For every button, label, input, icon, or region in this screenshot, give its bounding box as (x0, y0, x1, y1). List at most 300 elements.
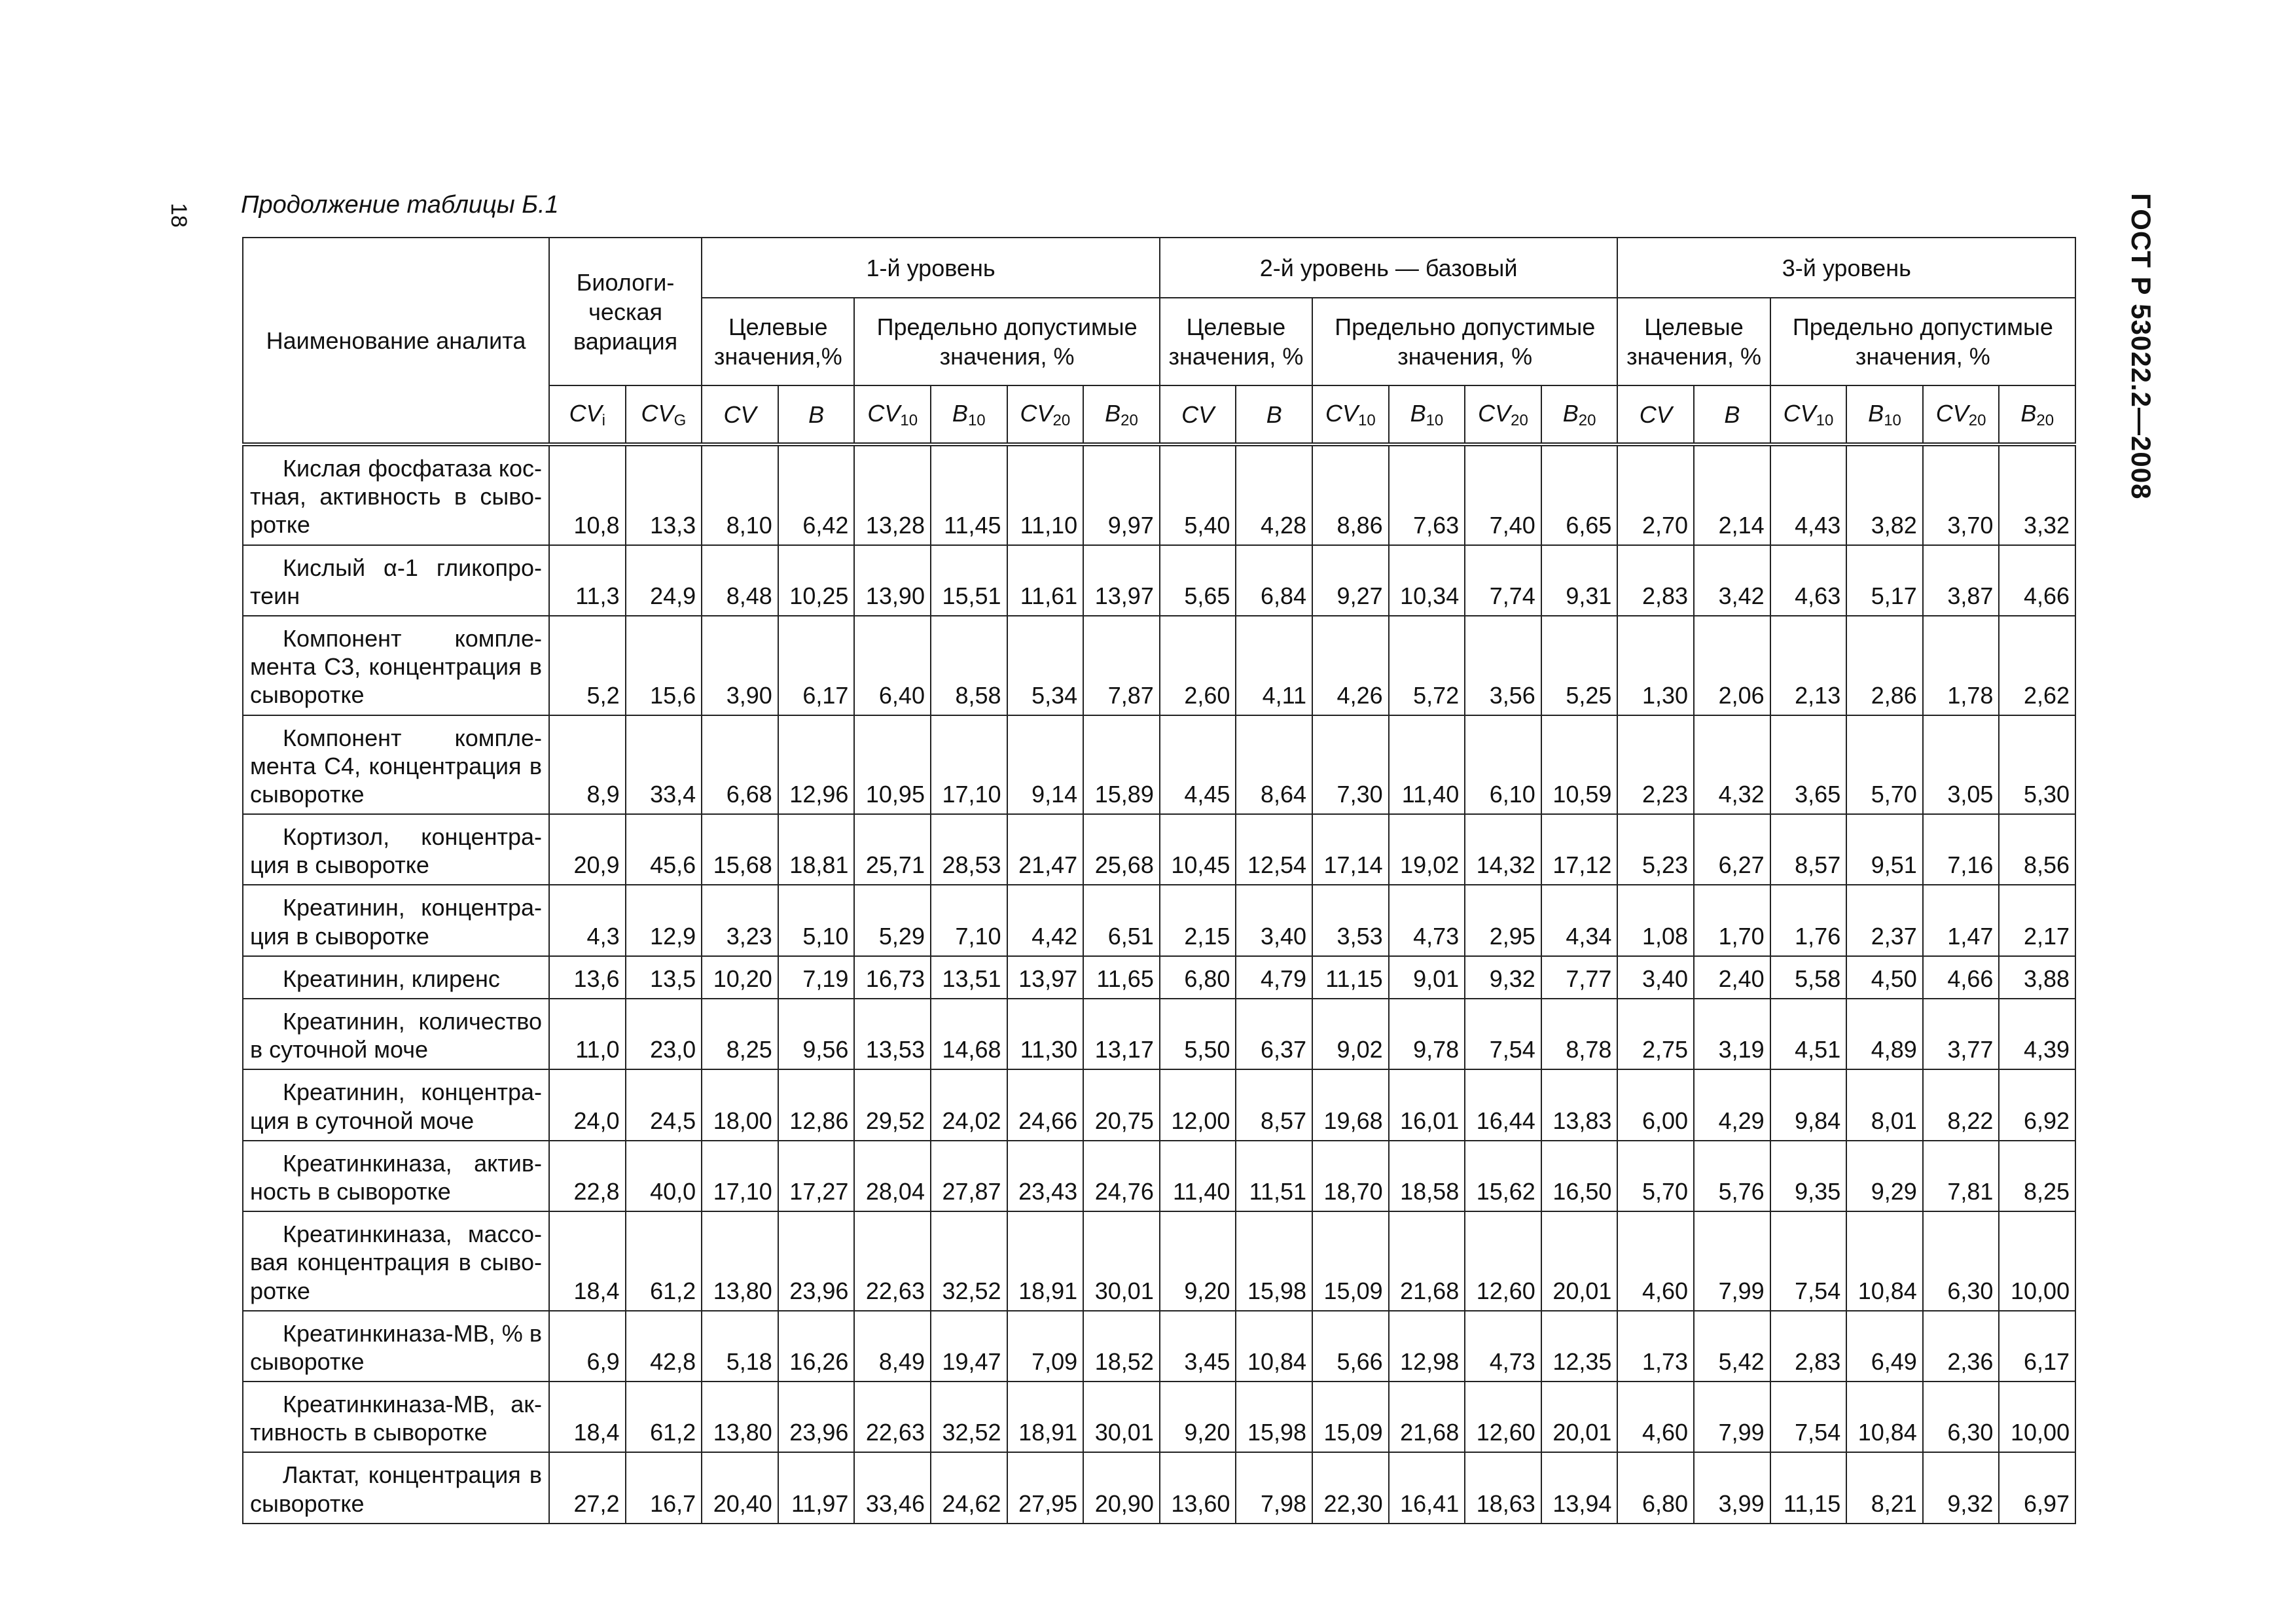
analyte-name: Креатинин, концентра-ция в сыворотке (243, 885, 549, 955)
header-allowed-1: Предельно допустимые значения, % (854, 298, 1159, 385)
value-cell: 6,80 (1617, 1452, 1694, 1523)
value-cell: 8,64 (1236, 715, 1312, 815)
value-cell: 61,2 (626, 1382, 702, 1452)
value-cell: 5,10 (778, 885, 855, 955)
value-cell: 4,26 (1312, 616, 1389, 715)
value-cell: 8,57 (1236, 1069, 1312, 1140)
value-cell: 5,42 (1694, 1311, 1770, 1382)
value-cell: 8,25 (702, 999, 778, 1069)
value-cell: 9,51 (1846, 814, 1923, 885)
value-cell: 4,32 (1694, 715, 1770, 815)
value-cell: 7,99 (1694, 1211, 1770, 1311)
value-cell: 8,57 (1770, 814, 1847, 885)
value-cell: 5,72 (1389, 616, 1465, 715)
value-cell: 9,78 (1389, 999, 1465, 1069)
value-cell: 6,27 (1694, 814, 1770, 885)
value-cell: 8,21 (1846, 1452, 1923, 1523)
value-cell: 1,76 (1770, 885, 1847, 955)
value-cell: 20,90 (1083, 1452, 1160, 1523)
header-symbol-b: B (1694, 385, 1770, 444)
value-cell: 6,80 (1160, 956, 1236, 999)
value-cell: 6,92 (1999, 1069, 2075, 1140)
value-cell: 11,30 (1007, 999, 1084, 1069)
value-cell: 13,90 (854, 545, 931, 616)
value-cell: 1,30 (1617, 616, 1694, 715)
value-cell: 11,40 (1160, 1141, 1236, 1211)
value-cell: 13,80 (702, 1382, 778, 1452)
header-symbol-b10 (1846, 385, 1923, 444)
analyte-name: Лактат, концентрация в сыворотке (243, 1452, 549, 1523)
value-cell: 14,32 (1465, 814, 1541, 885)
value-cell: 3,88 (1999, 956, 2075, 999)
header-level-3: 3-й уровень (1617, 238, 2075, 298)
value-cell: 2,70 (1617, 444, 1694, 545)
value-cell: 5,2 (549, 616, 626, 715)
value-cell: 4,60 (1617, 1211, 1694, 1311)
header-symbol-cv10 (854, 385, 931, 444)
value-cell: 21,47 (1007, 814, 1084, 885)
value-cell: 4,66 (1999, 545, 2075, 616)
symbol-base: CV (1325, 399, 1358, 427)
value-cell: 13,94 (1541, 1452, 1618, 1523)
value-cell: 15,6 (626, 616, 702, 715)
value-cell: 13,83 (1541, 1069, 1618, 1140)
symbol-subscript: 20 (1052, 411, 1071, 429)
symbol-base: CV (641, 399, 674, 427)
header-symbol-cv: CV (1617, 385, 1694, 444)
value-cell: 17,12 (1541, 814, 1618, 885)
symbol-base: B (2020, 399, 2037, 427)
value-cell: 24,9 (626, 545, 702, 616)
symbol-subscript: 20 (1578, 411, 1596, 429)
value-cell: 5,34 (1007, 616, 1084, 715)
value-cell: 9,14 (1007, 715, 1084, 815)
value-cell: 2,62 (1999, 616, 2075, 715)
value-cell: 4,11 (1236, 616, 1312, 715)
value-cell: 18,4 (549, 1211, 626, 1311)
value-cell: 12,86 (778, 1069, 855, 1140)
analyte-name: Креатинкиназа, массо-вая концентрация в сыво-ротке (243, 1211, 549, 1311)
value-cell: 3,99 (1694, 1452, 1770, 1523)
value-cell: 7,87 (1083, 616, 1160, 715)
value-cell: 20,01 (1541, 1382, 1618, 1452)
value-cell: 2,36 (1923, 1311, 2000, 1382)
value-cell: 3,56 (1465, 616, 1541, 715)
value-cell: 10,34 (1389, 545, 1465, 616)
value-cell: 16,41 (1389, 1452, 1465, 1523)
value-cell: 3,32 (1999, 444, 2075, 545)
analyte-name: Креатинкиназа-МВ, ак-тивность в сыворотке (243, 1382, 549, 1452)
header-symbol-cv-g (626, 385, 702, 444)
value-cell: 13,28 (854, 444, 931, 545)
value-cell: 10,20 (702, 956, 778, 999)
symbol-subscript: 20 (1968, 411, 1986, 429)
table-row (243, 616, 2075, 715)
value-cell: 15,51 (931, 545, 1007, 616)
value-cell: 9,35 (1770, 1141, 1847, 1211)
value-cell: 2,37 (1846, 885, 1923, 955)
value-cell: 23,0 (626, 999, 702, 1069)
value-cell: 19,02 (1389, 814, 1465, 885)
value-cell: 7,81 (1923, 1141, 2000, 1211)
value-cell: 10,84 (1236, 1311, 1312, 1382)
value-cell: 3,23 (702, 885, 778, 955)
value-cell: 3,45 (1160, 1311, 1236, 1382)
value-cell: 13,51 (931, 956, 1007, 999)
value-cell: 18,70 (1312, 1141, 1389, 1211)
value-cell: 2,13 (1770, 616, 1847, 715)
symbol-base: B (1562, 399, 1579, 427)
symbol-base: CV (1935, 399, 1969, 427)
value-cell: 17,10 (931, 715, 1007, 815)
value-cell: 3,82 (1846, 444, 1923, 545)
value-cell: 9,01 (1389, 956, 1465, 999)
value-cell: 13,3 (626, 444, 702, 545)
value-cell: 4,39 (1999, 999, 2075, 1069)
value-cell: 15,09 (1312, 1382, 1389, 1452)
value-cell: 7,74 (1465, 545, 1541, 616)
value-cell: 3,40 (1617, 956, 1694, 999)
value-cell: 6,10 (1465, 715, 1541, 815)
value-cell: 6,84 (1236, 545, 1312, 616)
value-cell: 2,17 (1999, 885, 2075, 955)
value-cell: 19,47 (931, 1311, 1007, 1382)
value-cell: 1,78 (1923, 616, 2000, 715)
table-row (243, 1452, 2075, 1523)
table-row (243, 545, 2075, 616)
value-cell: 18,58 (1389, 1141, 1465, 1211)
value-cell: 4,60 (1617, 1382, 1694, 1452)
value-cell: 3,19 (1694, 999, 1770, 1069)
value-cell: 13,17 (1083, 999, 1160, 1069)
symbol-base: B (1105, 399, 1121, 427)
value-cell: 8,86 (1312, 444, 1389, 545)
value-cell: 4,42 (1007, 885, 1084, 955)
value-cell: 45,6 (626, 814, 702, 885)
symbol-subscript: i (601, 411, 605, 429)
value-cell: 10,00 (1999, 1211, 2075, 1311)
header-symbol-cv20 (1465, 385, 1541, 444)
value-cell: 10,95 (854, 715, 931, 815)
symbol-subscript: 10 (1357, 411, 1376, 429)
header-symbol-b10 (931, 385, 1007, 444)
value-cell: 25,71 (854, 814, 931, 885)
value-cell: 9,32 (1923, 1452, 2000, 1523)
header-symbol-cv20 (1923, 385, 2000, 444)
value-cell: 7,54 (1770, 1211, 1847, 1311)
table-row (243, 1382, 2075, 1452)
value-cell: 9,02 (1312, 999, 1389, 1069)
value-cell: 16,44 (1465, 1069, 1541, 1140)
value-cell: 10,45 (1160, 814, 1236, 885)
value-cell: 4,73 (1389, 885, 1465, 955)
header-level-2: 2-й уровень — базовый (1160, 238, 1618, 298)
value-cell: 9,84 (1770, 1069, 1847, 1140)
value-cell: 4,43 (1770, 444, 1847, 545)
symbol-base: B (1410, 399, 1426, 427)
value-cell: 3,40 (1236, 885, 1312, 955)
value-cell: 9,31 (1541, 545, 1618, 616)
value-cell: 4,34 (1541, 885, 1618, 955)
header-target-1: Целевые значения,% (702, 298, 854, 385)
value-cell: 12,98 (1389, 1311, 1465, 1382)
analyte-name: Компонент компле-мента С3, концентрация в сыворотке (243, 616, 549, 715)
value-cell: 9,20 (1160, 1211, 1236, 1311)
table-header (243, 238, 2075, 444)
value-cell: 11,15 (1770, 1452, 1847, 1523)
symbol-base: B (1868, 399, 1884, 427)
value-cell: 19,68 (1312, 1069, 1389, 1140)
value-cell: 18,00 (702, 1069, 778, 1140)
value-cell: 6,51 (1083, 885, 1160, 955)
value-cell: 12,60 (1465, 1211, 1541, 1311)
value-cell: 2,15 (1160, 885, 1236, 955)
value-cell: 12,00 (1160, 1069, 1236, 1140)
symbol-subscript: 10 (900, 411, 918, 429)
value-cell: 2,60 (1160, 616, 1236, 715)
value-cell: 2,14 (1694, 444, 1770, 545)
header-symbol-b20 (1999, 385, 2075, 444)
value-cell: 11,0 (549, 999, 626, 1069)
value-cell: 5,25 (1541, 616, 1618, 715)
value-cell: 18,4 (549, 1382, 626, 1452)
value-cell: 10,59 (1541, 715, 1618, 815)
value-cell: 3,42 (1694, 545, 1770, 616)
value-cell: 8,48 (702, 545, 778, 616)
value-cell: 8,25 (1999, 1141, 2075, 1211)
value-cell: 1,47 (1923, 885, 2000, 955)
value-cell: 12,96 (778, 715, 855, 815)
value-cell: 13,6 (549, 956, 626, 999)
symbol-subscript: 20 (2036, 411, 2054, 429)
value-cell: 6,17 (778, 616, 855, 715)
value-cell: 4,66 (1923, 956, 2000, 999)
analyte-name: Креатинин, концентра-ция в суточной моче (243, 1069, 549, 1140)
value-cell: 9,32 (1465, 956, 1541, 999)
symbol-base: B (952, 399, 968, 427)
value-cell: 24,02 (931, 1069, 1007, 1140)
value-cell: 22,63 (854, 1211, 931, 1311)
table-row (243, 715, 2075, 815)
symbol-base: CV (867, 399, 901, 427)
header-symbol-cv: CV (702, 385, 778, 444)
value-cell: 23,43 (1007, 1141, 1084, 1211)
value-cell: 6,49 (1846, 1311, 1923, 1382)
header-symbol-b20 (1083, 385, 1160, 444)
symbol-base: CV (1783, 399, 1816, 427)
page-number: 18 (166, 203, 191, 228)
value-cell: 13,5 (626, 956, 702, 999)
analyte-name: Креатинин, количество в суточной моче (243, 999, 549, 1069)
value-cell: 9,56 (778, 999, 855, 1069)
header-symbol-cv: CV (1160, 385, 1236, 444)
header-allowed-3: Предельно допустимые значения, % (1770, 298, 2075, 385)
value-cell: 10,25 (778, 545, 855, 616)
value-cell: 20,40 (702, 1452, 778, 1523)
value-cell: 6,00 (1617, 1069, 1694, 1140)
value-cell: 10,84 (1846, 1211, 1923, 1311)
value-cell: 6,9 (549, 1311, 626, 1382)
value-cell: 13,97 (1083, 545, 1160, 616)
table-row (243, 1311, 2075, 1382)
analyte-name: Компонент компле-мента С4, концентрация в сыворотке (243, 715, 549, 815)
value-cell: 16,7 (626, 1452, 702, 1523)
value-cell: 3,90 (702, 616, 778, 715)
value-cell: 5,18 (702, 1311, 778, 1382)
value-cell: 4,79 (1236, 956, 1312, 999)
value-cell: 5,66 (1312, 1311, 1389, 1382)
value-cell: 18,81 (778, 814, 855, 885)
value-cell: 15,68 (702, 814, 778, 885)
header-target-2: Целевые значения, % (1160, 298, 1312, 385)
symbol-subscript: 10 (1884, 411, 1901, 429)
value-cell: 25,68 (1083, 814, 1160, 885)
value-cell: 8,56 (1999, 814, 2075, 885)
value-cell: 5,76 (1694, 1141, 1770, 1211)
table-row (243, 999, 2075, 1069)
value-cell: 3,05 (1923, 715, 2000, 815)
value-cell: 11,40 (1389, 715, 1465, 815)
value-cell: 18,63 (1465, 1452, 1541, 1523)
value-cell: 61,2 (626, 1211, 702, 1311)
value-cell: 12,54 (1236, 814, 1312, 885)
value-cell: 27,95 (1007, 1452, 1084, 1523)
value-cell: 7,98 (1236, 1452, 1312, 1523)
value-cell: 22,30 (1312, 1452, 1389, 1523)
value-cell: 13,53 (854, 999, 931, 1069)
value-cell: 20,75 (1083, 1069, 1160, 1140)
value-cell: 32,52 (931, 1382, 1007, 1452)
value-cell: 11,61 (1007, 545, 1084, 616)
value-cell: 4,45 (1160, 715, 1236, 815)
value-cell: 4,50 (1846, 956, 1923, 999)
analyte-name: Кислый α-1 гликопро-теин (243, 545, 549, 616)
value-cell: 8,58 (931, 616, 1007, 715)
table-row (243, 444, 2075, 545)
value-cell: 1,73 (1617, 1311, 1694, 1382)
value-cell: 27,2 (549, 1452, 626, 1523)
header-symbol-cv20 (1007, 385, 1084, 444)
value-cell: 20,01 (1541, 1211, 1618, 1311)
value-cell: 30,01 (1083, 1211, 1160, 1311)
symbol-subscript: 10 (1816, 411, 1834, 429)
value-cell: 12,9 (626, 885, 702, 955)
value-cell: 16,26 (778, 1311, 855, 1382)
value-cell: 5,58 (1770, 956, 1847, 999)
value-cell: 4,63 (1770, 545, 1847, 616)
value-cell: 3,77 (1923, 999, 2000, 1069)
value-cell: 8,9 (549, 715, 626, 815)
symbol-base: CV (1020, 399, 1053, 427)
value-cell: 7,10 (931, 885, 1007, 955)
value-cell: 9,20 (1160, 1382, 1236, 1452)
table-row (243, 1141, 2075, 1211)
value-cell: 7,63 (1389, 444, 1465, 545)
value-cell: 6,65 (1541, 444, 1618, 545)
value-cell: 8,49 (854, 1311, 931, 1382)
value-cell: 21,68 (1389, 1211, 1465, 1311)
value-cell: 4,28 (1236, 444, 1312, 545)
value-cell: 22,8 (549, 1141, 626, 1211)
value-cell: 24,62 (931, 1452, 1007, 1523)
value-cell: 9,29 (1846, 1141, 1923, 1211)
value-cell: 40,0 (626, 1141, 702, 1211)
value-cell: 16,73 (854, 956, 931, 999)
standard-id: ГОСТ Р 53022.2—2008 (2126, 193, 2157, 500)
value-cell: 11,97 (778, 1452, 855, 1523)
value-cell: 3,70 (1923, 444, 2000, 545)
value-cell: 2,83 (1617, 545, 1694, 616)
value-cell: 24,5 (626, 1069, 702, 1140)
symbol-base: CV (569, 399, 602, 427)
value-cell: 10,00 (1999, 1382, 2075, 1452)
table-row (243, 814, 2075, 885)
value-cell: 4,3 (549, 885, 626, 955)
value-cell: 5,40 (1160, 444, 1236, 545)
table-caption: Продолжение таблицы Б.1 (241, 191, 559, 219)
value-cell: 6,17 (1999, 1311, 2075, 1382)
value-cell: 24,76 (1083, 1141, 1160, 1211)
value-cell: 22,63 (854, 1382, 931, 1452)
value-cell: 27,87 (931, 1141, 1007, 1211)
value-cell: 13,80 (702, 1211, 778, 1311)
analyte-name: Креатинкиназа, актив-ность в сыворотке (243, 1141, 549, 1211)
value-cell: 2,40 (1694, 956, 1770, 999)
value-cell: 7,40 (1465, 444, 1541, 545)
table-row (243, 956, 2075, 999)
value-cell: 13,97 (1007, 956, 1084, 999)
header-symbol-b10 (1389, 385, 1465, 444)
table-body (243, 444, 2075, 1524)
analyte-name: Креатинкиназа-МВ, % в сыворотке (243, 1311, 549, 1382)
header-symbol-b: B (778, 385, 855, 444)
value-cell: 6,30 (1923, 1382, 2000, 1452)
value-cell: 28,04 (854, 1141, 931, 1211)
header-symbol-b20 (1541, 385, 1618, 444)
value-cell: 5,30 (1999, 715, 2075, 815)
value-cell: 16,50 (1541, 1141, 1618, 1211)
value-cell: 5,17 (1846, 545, 1923, 616)
value-cell: 8,78 (1541, 999, 1618, 1069)
value-cell: 21,68 (1389, 1382, 1465, 1452)
value-cell: 3,87 (1923, 545, 2000, 616)
value-cell: 17,27 (778, 1141, 855, 1211)
value-cell: 42,8 (626, 1311, 702, 1382)
value-cell: 17,10 (702, 1141, 778, 1211)
analyte-table (242, 237, 2076, 1524)
value-cell: 28,53 (931, 814, 1007, 885)
table-row (243, 1211, 2075, 1311)
value-cell: 33,4 (626, 715, 702, 815)
symbol-base: CV (1478, 399, 1511, 427)
value-cell: 24,66 (1007, 1069, 1084, 1140)
analyte-name: Креатинин, клиренс (243, 956, 549, 999)
value-cell: 7,99 (1694, 1382, 1770, 1452)
value-cell: 15,62 (1465, 1141, 1541, 1211)
value-cell: 5,70 (1617, 1141, 1694, 1211)
header-symbol-cv10 (1770, 385, 1847, 444)
value-cell: 15,09 (1312, 1211, 1389, 1311)
value-cell: 11,65 (1083, 956, 1160, 999)
value-cell: 5,29 (854, 885, 931, 955)
analyte-name: Кислая фосфатаза кос-тная, активность в сыво-ротке (243, 444, 549, 545)
value-cell: 5,23 (1617, 814, 1694, 885)
value-cell: 2,23 (1617, 715, 1694, 815)
value-cell: 9,97 (1083, 444, 1160, 545)
header-bio-variation: Биологи-ческая вариация (549, 238, 702, 385)
header-allowed-2: Предельно допустимые значения, % (1312, 298, 1617, 385)
value-cell: 17,14 (1312, 814, 1389, 885)
